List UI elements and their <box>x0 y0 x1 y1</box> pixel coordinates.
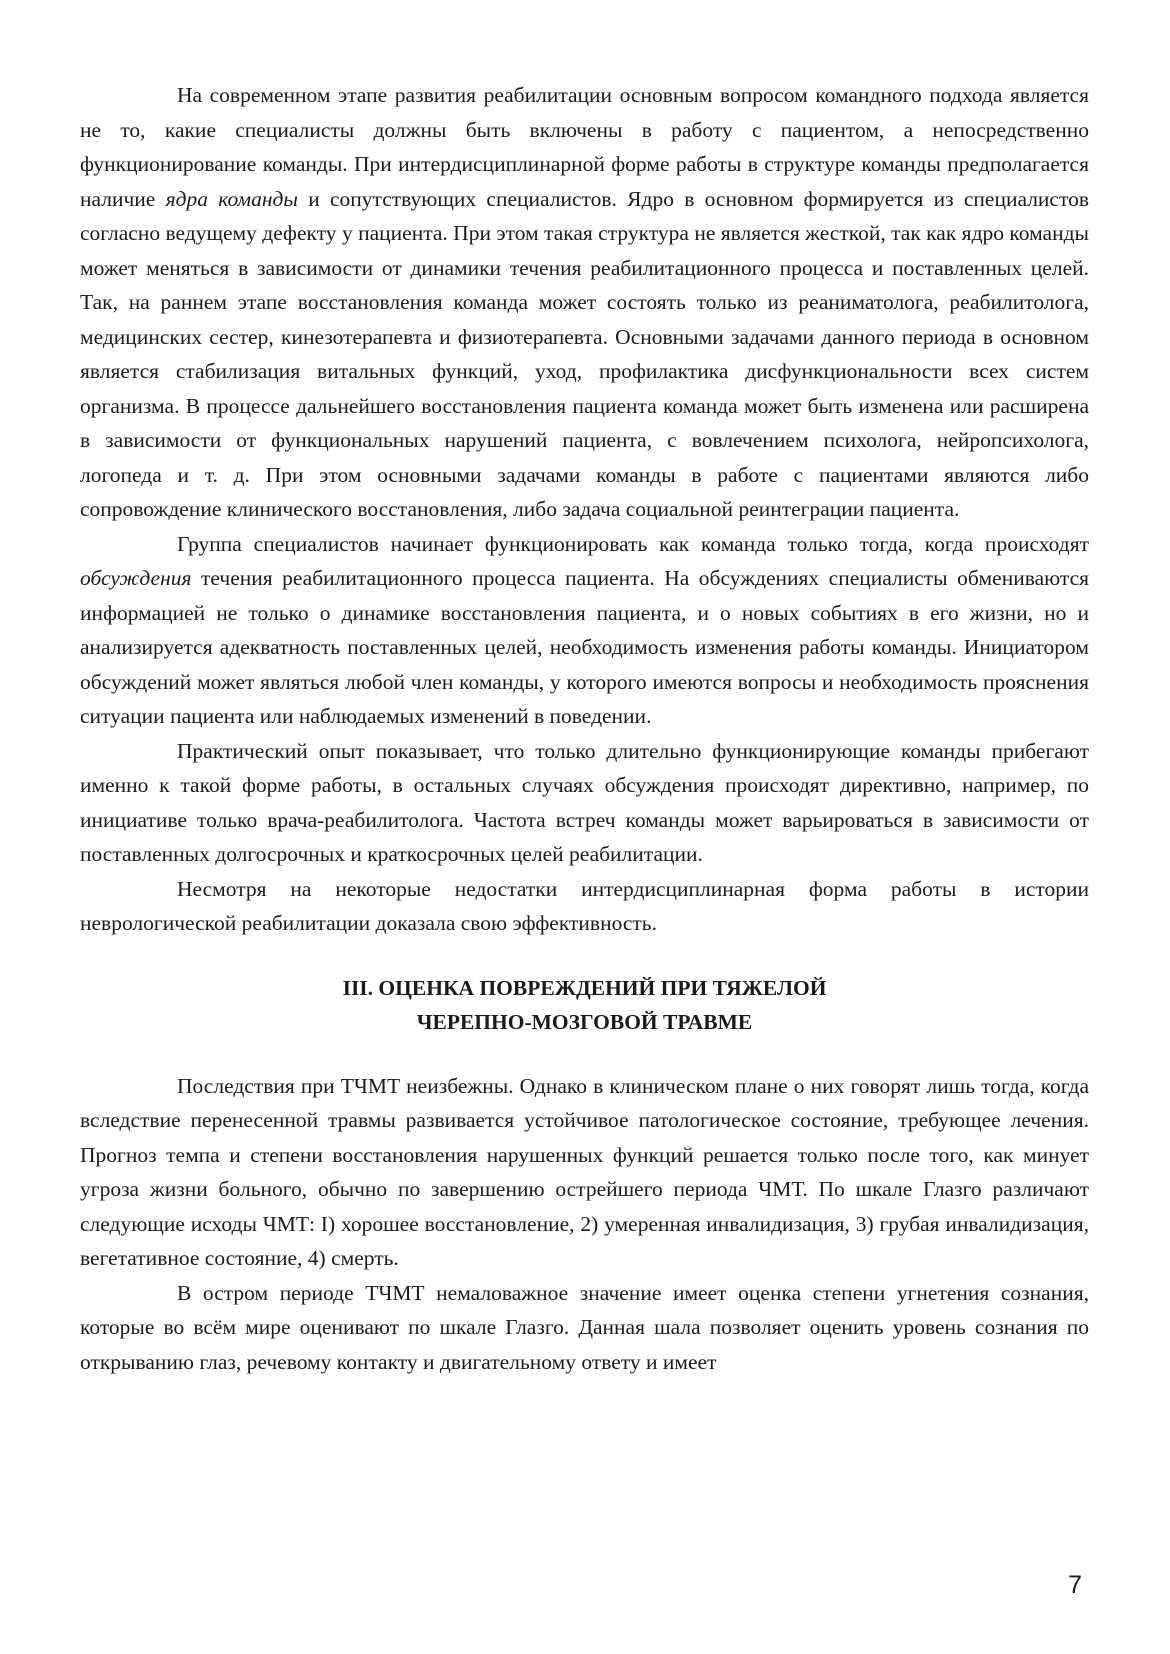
paragraph-effectiveness <box>80 872 1089 941</box>
section-heading-line1: III. ОЦЕНКА ПОВРЕЖДЕНИЙ ПРИ ТЯЖЕЛОЙ <box>342 975 827 1000</box>
section-heading <box>80 971 1089 1039</box>
paragraph-text: В остром периоде ТЧМТ немаловажное значение имеет оценка степени угнетения сознания, которые во всём мире оценивают по шкале Глазго. Данная шала позволяет оценить уровень сознания по открыванию глаз, речевому контакту и двигательному ответу и имеет <box>80 1280 1089 1374</box>
page-number: 7 <box>1068 1571 1082 1599</box>
section-heading-line2: ЧЕРЕПНО-МОЗГОВОЙ ТРАВМЕ <box>416 1009 753 1034</box>
paragraph-text: Группа специалистов начинает функционировать как команда только тогда, когда происходят <box>177 531 1089 556</box>
paragraph-team-discussions <box>80 527 1089 734</box>
paragraph-text: и сопутствующих специалистов. Ядро в основном формируется из специалистов согласно ведущему дефекту у пациента. При этом такая структура не является жесткой, так как ядро команды может меняться в зависимости от динамики течения реабилитационного процесса и поставленных целей. Так, на раннем этапе восстановления команда может состоять только из реаниматолога, реабилитолога, медицинских сестер, кинезотерапевта и физиотерапевта. Основными задачами данного периода в основном является стабилизация витальных функций, уход, профилактика дисфункциональности всех систем организма. В процессе дальнейшего восстановления пациента команда может быть изменена или расширена в зависимости от функциональных нарушений пациента, с вовлечением психолога, нейропсихолога, логопеда и т. д. При этом основными задачами команды в работе с пациентами являются либо сопровождение клинического восстановления, либо задача социальной реинтеграции пациента. <box>80 186 1089 521</box>
document-page <box>80 78 1089 1379</box>
paragraph-acute-period <box>80 1276 1089 1380</box>
paragraph-team-approach <box>80 78 1089 527</box>
paragraph-text: На современном этапе развития реабилитации основным вопросом командного подхода является не то, какие специалисты должны быть включены в работу с пациентом, а непосредственно функционирование команды. При интердисциплинарной форме работы в структуре команды предполагается наличие <box>80 83 1089 211</box>
paragraph-practical-experience <box>80 734 1089 872</box>
italic-term-team-core: ядра команды <box>165 186 298 211</box>
italic-term-discussions: обсуждения <box>80 566 192 590</box>
paragraph-text: течения реабилитационного процесса пациента. На обсуждениях специалисты обмениваются информацией не только о динамике восстановления пациента, и о новых событиях в его жизни, но и анализируется адекватность поставленных целей, необходимость изменения работы команды. Инициатором обсуждений может являться любой член команды, у которого имеются вопросы и необходимость прояснения ситуации пациента или наблюдаемых изменений в поведении. <box>80 566 1089 728</box>
paragraph-text: Несмотря на некоторые недостатки интердисциплинарная форма работы в истории неврологической реабилитации доказала свою эффективность. <box>80 876 1089 935</box>
paragraph-text: Последствия при ТЧМТ неизбежны. Однако в клиническом плане о них говорят лишь тогда, когда вследствие перенесенной травмы развивается устойчивое патологическое состояние, требующее лечения. Прогноз темпа и степени восстановления нарушенных функций решается только после того, как минует угроза жизни больного, обычно по завершению острейшего периода ЧМТ. По шкале Глазго различают следующие исходы ЧМТ: I) хорошее восстановление, 2) умеренная инвалидизация, 3) грубая инвалидизация, вегетативное состояние, 4) смерть. <box>80 1073 1089 1270</box>
paragraph-consequences <box>80 1069 1089 1276</box>
paragraph-text: Практический опыт показывает, что только длительно функционирующие команды прибегают именно к такой форме работы, в остальных случаях обсуждения происходят директивно, например, по инициативе только врача-реабилитолога. Частота встреч команды может варьироваться в зависимости от поставленных долгосрочных и краткосрочных целей реабилитации. <box>80 738 1089 866</box>
